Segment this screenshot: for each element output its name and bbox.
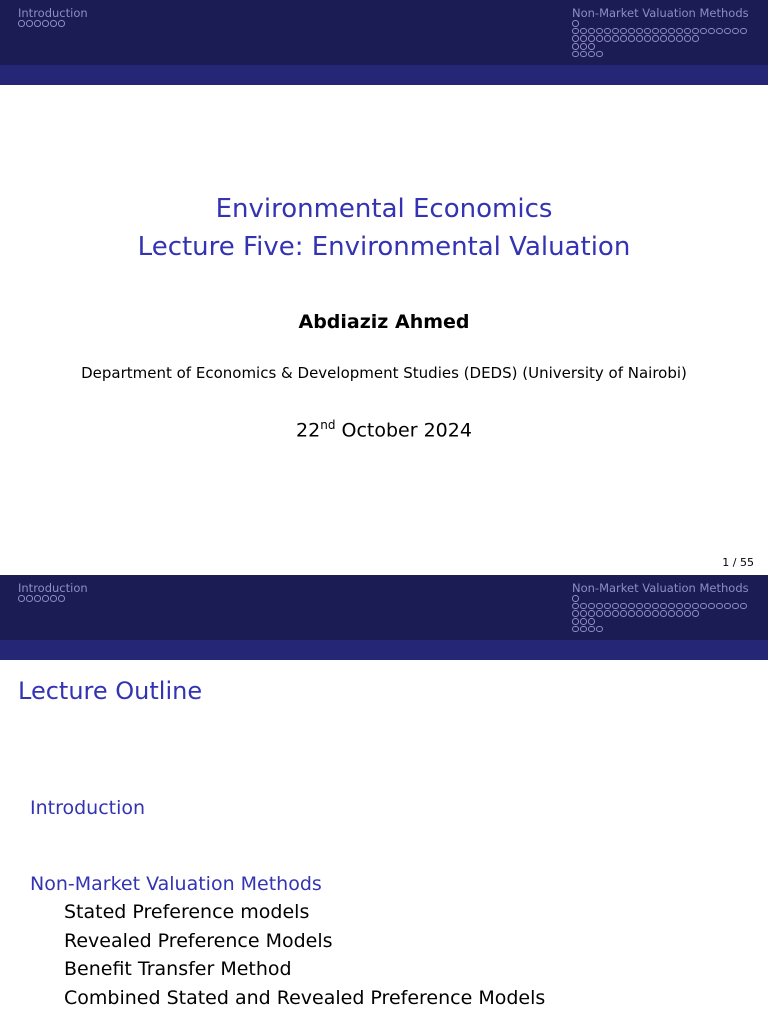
miniframe-dot-icon[interactable]: [740, 28, 747, 35]
miniframe-dot-icon[interactable]: [644, 35, 651, 42]
miniframe-dot-icon[interactable]: [660, 603, 667, 610]
toc-subsection-stated[interactable]: Stated Preference models: [64, 901, 310, 923]
miniframe-row: [18, 595, 88, 603]
miniframe-dot-icon[interactable]: [636, 28, 643, 35]
nav-miniframes[interactable]: [18, 595, 88, 603]
presentation-date: [0, 418, 768, 441]
miniframe-row: [572, 618, 749, 626]
miniframe-dot-icon[interactable]: [34, 20, 41, 27]
title-line-2: Lecture Five: Environmental Valuation: [137, 232, 631, 262]
miniframe-dot-icon[interactable]: [580, 626, 587, 633]
miniframe-row: [572, 35, 749, 43]
miniframe-dot-icon[interactable]: [572, 43, 579, 50]
miniframe-dot-icon[interactable]: [692, 28, 699, 35]
miniframe-dot-icon[interactable]: [572, 51, 579, 58]
toc-subsection-revealed[interactable]: Revealed Preference Models: [64, 930, 333, 952]
miniframe-dot-icon[interactable]: [660, 610, 667, 617]
miniframe-dot-icon[interactable]: [588, 35, 595, 42]
miniframe-dot-icon[interactable]: [588, 610, 595, 617]
miniframe-dot-icon[interactable]: [636, 610, 643, 617]
miniframe-row: [572, 626, 749, 634]
miniframe-dot-icon[interactable]: [588, 43, 595, 50]
miniframe-dot-icon[interactable]: [692, 35, 699, 42]
miniframe-dot-icon[interactable]: [684, 35, 691, 42]
miniframe-row: [572, 43, 749, 51]
miniframe-dot-icon[interactable]: [668, 35, 675, 42]
miniframe-dot-icon[interactable]: [580, 35, 587, 42]
miniframe-dot-icon[interactable]: [700, 28, 707, 35]
miniframe-dot-icon[interactable]: [572, 595, 579, 602]
miniframe-dot-icon[interactable]: [18, 20, 25, 27]
miniframe-dot-icon[interactable]: [612, 610, 619, 617]
headline-navigation: [0, 575, 768, 640]
miniframe-dot-icon[interactable]: [26, 20, 33, 27]
headline-bar: [0, 640, 768, 660]
nav-section-label[interactable]: Non-Market Valuation Methods: [572, 6, 749, 20]
toc-section-non-market[interactable]: Non-Market Valuation Methods: [30, 873, 322, 895]
miniframe-dot-icon[interactable]: [676, 28, 683, 35]
headline-bar: [0, 65, 768, 85]
miniframe-dot-icon[interactable]: [580, 603, 587, 610]
frame-title: Lecture Outline: [18, 677, 203, 705]
miniframe-dot-icon[interactable]: [740, 603, 747, 610]
miniframe-dot-icon[interactable]: [668, 610, 675, 617]
miniframe-dot-icon[interactable]: [604, 35, 611, 42]
nav-miniframes[interactable]: [18, 20, 88, 28]
miniframe-row: [572, 51, 749, 59]
miniframe-dot-icon[interactable]: [676, 35, 683, 42]
miniframe-dot-icon[interactable]: [42, 595, 49, 602]
miniframe-dot-icon[interactable]: [620, 610, 627, 617]
miniframe-dot-icon[interactable]: [692, 610, 699, 617]
headline-navigation: [0, 0, 768, 65]
miniframe-row: [572, 20, 749, 28]
miniframe-dot-icon[interactable]: [684, 28, 691, 35]
miniframe-dot-icon[interactable]: [596, 626, 603, 633]
miniframe-dot-icon[interactable]: [572, 35, 579, 42]
miniframe-dot-icon[interactable]: [668, 603, 675, 610]
miniframe-dot-icon[interactable]: [26, 595, 33, 602]
miniframe-row: [572, 595, 749, 603]
miniframe-dot-icon[interactable]: [58, 595, 65, 602]
miniframe-dot-icon[interactable]: [612, 603, 619, 610]
date-day: 22: [296, 419, 321, 442]
miniframe-dot-icon[interactable]: [572, 20, 579, 27]
miniframe-row: [572, 603, 749, 611]
miniframe-dot-icon[interactable]: [58, 20, 65, 27]
miniframe-dot-icon[interactable]: [652, 603, 659, 610]
miniframe-dot-icon[interactable]: [572, 28, 579, 35]
miniframe-dot-icon[interactable]: [42, 20, 49, 27]
miniframe-dot-icon[interactable]: [724, 603, 731, 610]
nav-section-label[interactable]: Non-Market Valuation Methods: [572, 581, 749, 595]
miniframe-dot-icon[interactable]: [708, 28, 715, 35]
miniframe-dot-icon[interactable]: [644, 610, 651, 617]
miniframe-dot-icon[interactable]: [588, 28, 595, 35]
miniframe-dot-icon[interactable]: [580, 51, 587, 58]
miniframe-dot-icon[interactable]: [34, 595, 41, 602]
miniframe-dot-icon[interactable]: [604, 610, 611, 617]
miniframe-dot-icon[interactable]: [50, 595, 57, 602]
page-number: 1 / 55: [722, 556, 754, 569]
miniframe-dot-icon[interactable]: [50, 20, 57, 27]
title-line-1: Environmental Economics: [215, 194, 553, 224]
nav-section-introduction[interactable]: [18, 581, 88, 603]
miniframe-dot-icon[interactable]: [580, 610, 587, 617]
miniframe-dot-icon[interactable]: [692, 603, 699, 610]
date-rest: October 2024: [335, 419, 472, 442]
miniframe-dot-icon[interactable]: [620, 603, 627, 610]
miniframe-dot-icon[interactable]: [652, 28, 659, 35]
miniframe-dot-icon[interactable]: [676, 610, 683, 617]
miniframe-dot-icon[interactable]: [668, 28, 675, 35]
miniframe-dot-icon[interactable]: [628, 603, 635, 610]
nav-section-non-market[interactable]: [572, 581, 749, 633]
miniframe-row: [572, 28, 749, 36]
miniframe-dot-icon[interactable]: [652, 610, 659, 617]
miniframe-dot-icon[interactable]: [580, 618, 587, 625]
miniframe-dot-icon[interactable]: [620, 35, 627, 42]
miniframe-dot-icon[interactable]: [700, 603, 707, 610]
toc-subsection-combined[interactable]: Combined Stated and Revealed Preference Models: [64, 987, 546, 1009]
miniframe-dot-icon[interactable]: [684, 603, 691, 610]
miniframe-dot-icon[interactable]: [580, 28, 587, 35]
miniframe-dot-icon[interactable]: [572, 626, 579, 633]
miniframe-dot-icon[interactable]: [732, 603, 739, 610]
institute: Department of Economics & Development Studies (DEDS) (University of Nairobi): [81, 364, 687, 382]
outline-slide: [0, 575, 768, 1024]
miniframe-dot-icon[interactable]: [604, 28, 611, 35]
miniframe-dot-icon[interactable]: [572, 618, 579, 625]
miniframe-dot-icon[interactable]: [572, 610, 579, 617]
miniframe-dot-icon[interactable]: [612, 28, 619, 35]
miniframe-dot-icon[interactable]: [604, 603, 611, 610]
miniframe-dot-icon[interactable]: [596, 603, 603, 610]
miniframe-dot-icon[interactable]: [596, 35, 603, 42]
miniframe-dot-icon[interactable]: [652, 35, 659, 42]
nav-section-label[interactable]: Introduction: [18, 581, 88, 595]
miniframe-dot-icon[interactable]: [18, 595, 25, 602]
author-name: Abdiaziz Ahmed: [298, 311, 470, 333]
miniframe-dot-icon[interactable]: [644, 28, 651, 35]
miniframe-dot-icon[interactable]: [628, 610, 635, 617]
miniframe-dot-icon[interactable]: [588, 618, 595, 625]
miniframe-dot-icon[interactable]: [628, 28, 635, 35]
miniframe-dot-icon[interactable]: [596, 610, 603, 617]
miniframe-dot-icon[interactable]: [612, 35, 619, 42]
miniframe-dot-icon[interactable]: [724, 28, 731, 35]
miniframe-dot-icon[interactable]: [684, 610, 691, 617]
presentation-title: [0, 190, 768, 266]
miniframe-dot-icon[interactable]: [660, 28, 667, 35]
nav-miniframes[interactable]: [572, 20, 749, 58]
toc-section-introduction[interactable]: Introduction: [30, 797, 146, 819]
nav-section-introduction[interactable]: [18, 6, 88, 28]
miniframe-dot-icon[interactable]: [716, 28, 723, 35]
miniframe-dot-icon[interactable]: [588, 51, 595, 58]
miniframe-dot-icon[interactable]: [732, 28, 739, 35]
miniframe-dot-icon[interactable]: [588, 626, 595, 633]
miniframe-dot-icon[interactable]: [580, 43, 587, 50]
miniframe-dot-icon[interactable]: [620, 28, 627, 35]
miniframe-dot-icon[interactable]: [636, 35, 643, 42]
miniframe-dot-icon[interactable]: [628, 35, 635, 42]
miniframe-dot-icon[interactable]: [708, 603, 715, 610]
miniframe-dot-icon[interactable]: [588, 603, 595, 610]
miniframe-dot-icon[interactable]: [572, 603, 579, 610]
miniframe-dot-icon[interactable]: [644, 603, 651, 610]
miniframe-row: [18, 20, 88, 28]
miniframe-dot-icon[interactable]: [596, 28, 603, 35]
miniframe-dot-icon[interactable]: [636, 603, 643, 610]
miniframe-dot-icon[interactable]: [596, 51, 603, 58]
miniframe-dot-icon[interactable]: [676, 603, 683, 610]
nav-miniframes[interactable]: [572, 595, 749, 633]
toc-subsection-benefit-transfer[interactable]: Benefit Transfer Method: [64, 958, 292, 980]
miniframe-dot-icon[interactable]: [660, 35, 667, 42]
nav-section-non-market[interactable]: [572, 6, 749, 58]
date-suffix: nd: [320, 418, 336, 432]
miniframe-row: [572, 610, 749, 618]
miniframe-dot-icon[interactable]: [716, 603, 723, 610]
nav-section-label[interactable]: Introduction: [18, 6, 88, 20]
